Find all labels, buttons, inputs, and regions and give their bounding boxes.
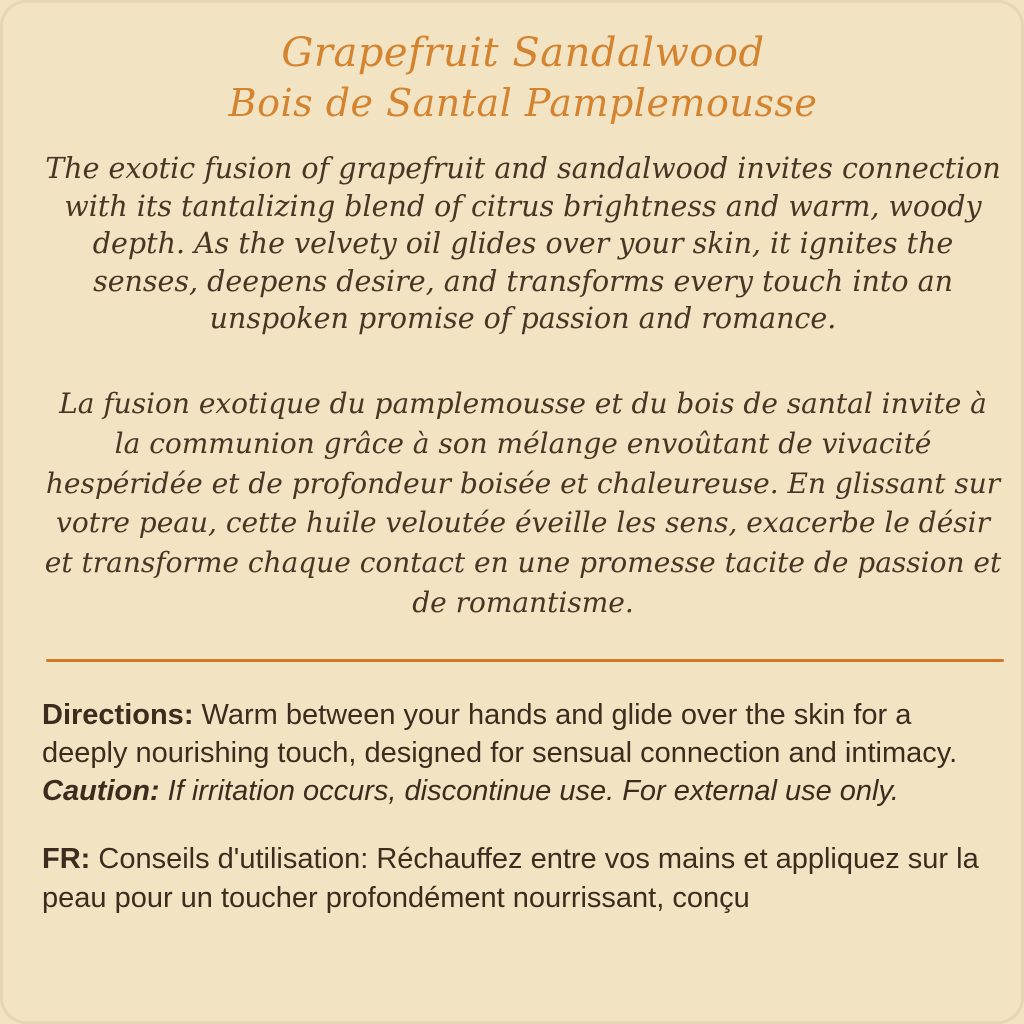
description-fr: La fusion exotique du pamplemousse et du bois de santal invite à la communion grâce à son mélange envoûtant de vivacité hespéridée et de profondeur boisée et chaleureuse. En glissant sur votre peau, cette huile veloutée éveille les sens, exacerbe le désir et transforme chaque contact en une promesse tacite de passion et de romantisme.: [44, 387, 1002, 619]
description-en: The exotic fusion of grapefruit and sandalwood invites connection with its tantalizing blend of citrus brightness and warm, woody depth. As the velvety oil glides over your skin, it ignites the senses, deepens desire, and transforms every touch into an unspoken promise of passion and romance.: [45, 152, 1001, 336]
directions-text: Warm between your hands and glide over the skin for a deeply nourishing touch, designed for sensual connection and intimacy.: [42, 698, 958, 769]
directions-label: Directions:: [42, 698, 194, 731]
directions-fr-text: Conseils d'utilisation: Réchauffez entre vos mains et appliquez sur la peau pour un toucher profondément nourrissant, conçu: [42, 843, 979, 914]
product-title-fr: Bois de Santal Pamplemousse: [228, 81, 818, 126]
directions-paragraph: [42, 696, 1004, 811]
product-title-en: Grapefruit Sandalwood: [281, 30, 765, 76]
caution-label: Caution:: [42, 775, 160, 808]
label-content: [40, 30, 1006, 917]
divider-rule: [46, 659, 1004, 662]
title-block: [40, 30, 1006, 126]
directions-fr-label: FR:: [42, 843, 91, 876]
caution-text: If irritation occurs, discontinue use. For external use only.: [159, 775, 899, 808]
directions-fr-paragraph: [42, 840, 1004, 917]
